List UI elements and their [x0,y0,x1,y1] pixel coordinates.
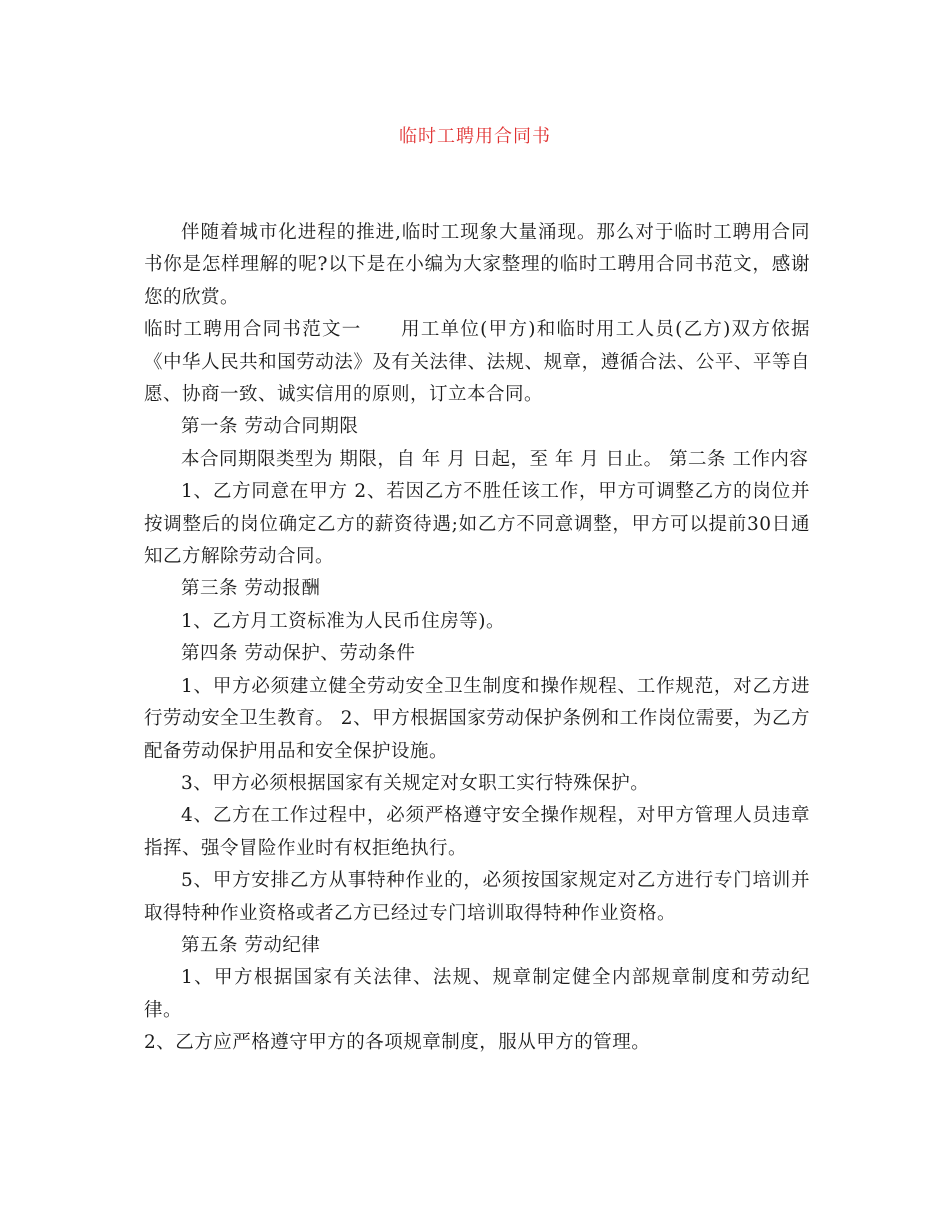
paragraph-discipline-1: 1、甲方根据国家有关法律、法规、规章制定健全内部规章制度和劳动纪律。 [144,967,810,1021]
heading-article-4: 第四条 劳动保护、劳动条件 [181,643,416,665]
page-title: 临时工聘用合同书 [399,126,551,147]
heading-article-1: 第一条 劳动合同期限 [181,416,359,438]
paragraph-protection-3: 3、甲方必须根据国家有关规定对女职工实行特殊保护。 [181,772,650,794]
paragraph-preamble: 临时工聘用合同书范文一 用工单位(甲方)和临时用工人员(乙方)双方依据《中华人民共和国劳动法》及有关法律、法规、规章，遵循合法、公平、平等自愿、协商一致、诚实信用的原则，订立本合同。 [144,319,810,406]
paragraph-discipline-2: 2、乙方应严格遵守甲方的各项规章制度，服从甲方的管理。 [144,1032,651,1054]
paragraph-salary: 1、乙方月工资标准为人民币住房等)。 [181,610,505,632]
heading-article-5: 第五条 劳动纪律 [181,934,321,956]
document-body [144,217,810,1060]
paragraph-protection-1: 1、甲方必须建立健全劳动安全卫生制度和操作规程、工作规范，对乙方进行劳动安全卫生教育。 2、甲方根据国家劳动保护条例和工作岗位需要，为乙方配备劳动保护用品和安全保护设施。 [144,675,810,762]
paragraph-protection-5: 5、甲方安排乙方从事特种作业的，必须按国家规定对乙方进行专门培训并取得特种作业资格或者乙方已经过专门培训取得特种作业资格。 [144,870,810,924]
paragraph-intro: 伴随着城市化进程的推进,临时工现象大量涌现。那么对于临时工聘用合同书你是怎样理解的呢?以下是在小编为大家整理的临时工聘用合同书范文，感谢您的欣赏。 [144,222,810,308]
paragraph-work-content: 1、乙方同意在甲方 2、若因乙方不胜任该工作，甲方可调整乙方的岗位并按调整后的岗位确定乙方的薪资待遇;如乙方不同意调整，甲方可以提前30日通知乙方解除劳动合同。 [144,481,810,568]
paragraph-protection-4: 4、乙方在工作过程中，必须严格遵守安全操作规程，对甲方管理人员违章指挥、强令冒险作业时有权拒绝执行。 [144,805,810,859]
paragraph-term: 本合同期限类型为 期限，自 年 月 日起，至 年 月 日止。 第二条 工作内容 [181,448,809,470]
heading-article-3: 第三条 劳动报酬 [181,578,321,600]
